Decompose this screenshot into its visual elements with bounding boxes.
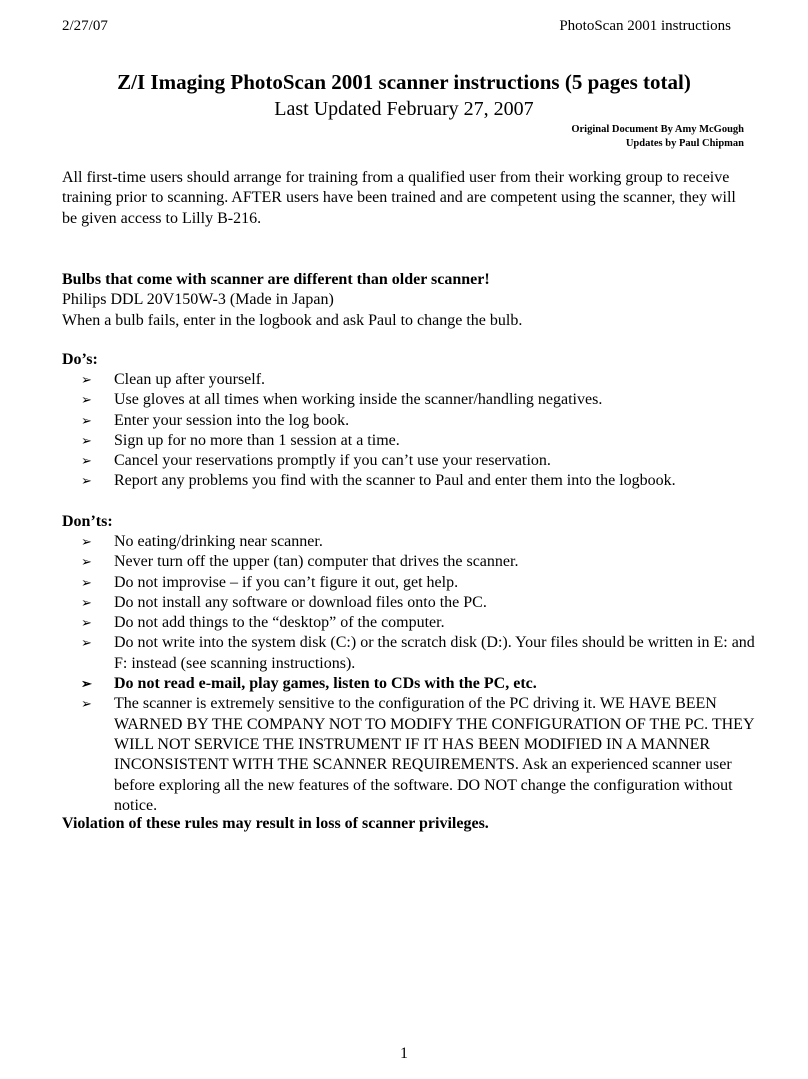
- list-item: ➢ Do not read e-mail, play games, listen to CDs with the PC, etc.: [62, 674, 762, 694]
- arrow-bullet-icon: ➢: [81, 696, 92, 712]
- arrow-bullet-icon: ➢: [81, 534, 92, 549]
- arrow-bullet-icon: ➢: [81, 432, 92, 448]
- arrow-bullet-icon: ➢: [81, 676, 92, 692]
- list-item: ➢ Do not install any software or download files onto the PC.: [62, 593, 762, 613]
- list-item: ➢ Sign up for no more than 1 session at a time.: [62, 431, 762, 451]
- list-item: ➢ No eating/drinking near scanner.: [62, 532, 762, 552]
- list-item: ➢ Do not improvise – if you can’t figure it out, get help.: [62, 573, 762, 593]
- header-date: 2/27/07: [62, 18, 108, 34]
- donts-heading: Don’ts:: [62, 513, 113, 530]
- bulbs-heading: Bulbs that come with scanner are different than older scanner!: [62, 271, 490, 288]
- list-item: ➢ Clean up after yourself.: [62, 370, 762, 390]
- list-item: ➢ Do not write into the system disk (C:) or the scratch disk (D:). Your files should be written in E: and F: instead (see scanning instructions).: [81, 634, 755, 672]
- list-item: ➢ Use gloves at all times when working inside the scanner/handling negatives.: [62, 390, 762, 410]
- page-subtitle: Last Updated February 27, 2007: [274, 98, 534, 120]
- dos-heading: Do’s:: [62, 351, 98, 368]
- arrow-bullet-icon: ➢: [81, 594, 92, 610]
- intro-paragraph: All first-time users should arrange for training from a qualified user from their working group to receive training prior to scanning. AFTER users have been trained and are competent using the scanner, they will be given access to Lilly B-216.: [62, 169, 736, 227]
- arrow-bullet-icon: ➢: [81, 554, 92, 570]
- list-item: ➢ Do not add things to the “desktop” of the computer.: [62, 613, 762, 633]
- arrow-bullet-icon: ➢: [81, 635, 92, 651]
- bulb-model: Philips DDL 20V150W-3 (Made in Japan): [62, 291, 334, 309]
- arrow-bullet-icon: ➢: [81, 392, 92, 408]
- arrow-bullet-icon: ➢: [81, 615, 92, 631]
- list-item: ➢ The scanner is extremely sensitive to the configuration of the PC driving it. WE HAVE BEEN WARNED BY THE COMPANY NOT TO MODIFY THE CONFIGURATION OF THE PC. THEY WILL NOT SERVICE THE INSTRUMENT IF IT HAS BEEN MODIFIED IN A MANNER INCONSISTENT WITH THE SCANNER REQUIREMENTS. Ask an experienced scanner user before exploring all the new features of the software. DO NOT change the configuration without notice.: [81, 695, 754, 814]
- list-item: ➢ Cancel your reservations promptly if you can’t use your reservation.: [62, 451, 762, 471]
- original-author-credit: Original Document By Amy McGough: [571, 124, 744, 135]
- arrow-bullet-icon: ➢: [81, 412, 92, 428]
- dos-list: [62, 370, 762, 492]
- violation-warning: Violation of these rules may result in loss of scanner privileges.: [62, 815, 489, 832]
- arrow-bullet-icon: ➢: [81, 574, 92, 590]
- page-title: Z/I Imaging PhotoScan 2001 scanner instructions (5 pages total): [117, 70, 691, 94]
- list-item: ➢ Report any problems you find with the scanner to Paul and enter them into the logbook.: [62, 471, 762, 491]
- bulbs-section: [62, 270, 762, 331]
- arrow-bullet-icon: ➢: [81, 372, 92, 387]
- arrow-bullet-icon: ➢: [81, 473, 92, 489]
- page-number: 1: [400, 1045, 408, 1062]
- updates-credit: Updates by Paul Chipman: [625, 138, 744, 149]
- list-item: ➢ Never turn off the upper (tan) computer that drives the scanner.: [62, 552, 762, 572]
- bulb-instruction: When a bulb fails, enter in the logbook and ask Paul to change the bulb.: [62, 311, 523, 329]
- donts-list: [62, 532, 762, 816]
- list-item: ➢ Enter your session into the log book.: [62, 411, 762, 431]
- header-document-name: PhotoScan 2001 instructions: [559, 18, 731, 34]
- arrow-bullet-icon: ➢: [81, 453, 92, 469]
